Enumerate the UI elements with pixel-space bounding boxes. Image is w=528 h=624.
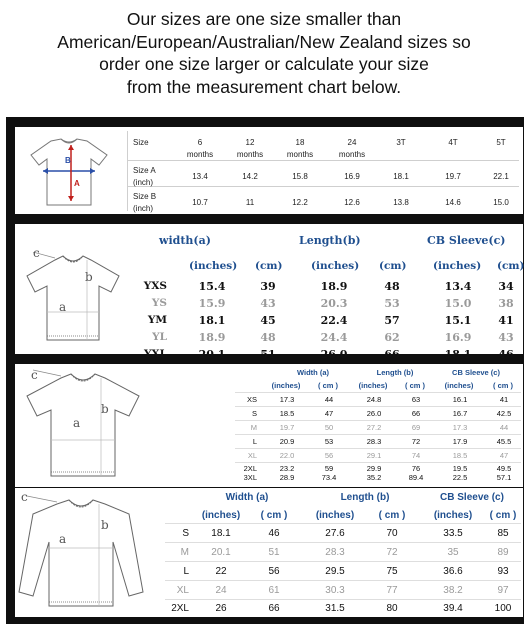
cell: 61 [268, 585, 280, 596]
cell: 29.9 [366, 464, 382, 473]
col-header: 3T [396, 138, 406, 147]
cell: 93 [497, 566, 509, 577]
diagram-label-a: a [59, 532, 67, 546]
size-label: YS [151, 297, 167, 309]
diagram-label-a: a [73, 416, 81, 430]
cell: 23.2 [279, 464, 295, 473]
youth-tee-diagram [21, 252, 125, 346]
diagram-label-b: B [65, 156, 71, 165]
row-label-size-b: Size B (inch) [133, 192, 157, 213]
cell: 18.9 [320, 280, 348, 293]
cell: 16.7 [452, 409, 468, 418]
cell: 18.9 [198, 331, 226, 344]
cell: 18.1 [444, 348, 472, 361]
col-header: 18 months [286, 138, 314, 159]
cell: 26.0 [320, 348, 348, 361]
cell: 47 [499, 451, 509, 460]
unit-header: (inches) [433, 260, 482, 272]
long-sleeve-diagram [17, 492, 147, 614]
unit-header: (inches) [358, 381, 388, 390]
cell: 24.8 [366, 395, 382, 404]
cell: 74 [411, 451, 421, 460]
col-header: 24 months [338, 138, 366, 159]
cell: 28.3 [325, 547, 345, 558]
unit-header: ( cm ) [260, 510, 288, 521]
cell: 48 [384, 280, 400, 293]
cell: 28.3 [366, 437, 382, 446]
cell: 16.1 [452, 395, 468, 404]
cell: 76 [411, 464, 421, 473]
intro-line: American/European/Australian/New Zealand sizes so [57, 31, 471, 52]
cell: 48 [260, 331, 276, 344]
cell: 13.8 [393, 198, 409, 207]
cell: 20.3 [320, 297, 348, 310]
unit-header: (inches) [311, 260, 360, 272]
cell: 31.5 [325, 603, 345, 614]
cell: 73.4 [321, 473, 337, 482]
cell: 12.2 [292, 198, 308, 207]
size-label: M [180, 547, 189, 558]
unit-header: (cm) [379, 260, 407, 272]
cell: 89.4 [408, 473, 424, 482]
diagram-label-c: c [31, 368, 38, 382]
col-header: 6 months [186, 138, 214, 159]
cell: 39 [260, 280, 276, 293]
cell: 100 [494, 603, 512, 614]
unit-header: ( cm ) [404, 381, 425, 390]
cell: 39.4 [443, 603, 463, 614]
unit-header: (inches) [433, 510, 473, 521]
cell: 10.7 [192, 198, 208, 207]
cell: 13.4 [192, 172, 208, 181]
size-label: XS [246, 395, 257, 404]
cell: 19.5 [452, 464, 468, 473]
cell: 19.7 [445, 172, 461, 181]
cell: 51 [260, 348, 276, 361]
cell: 45 [260, 314, 276, 327]
size-label: L [183, 566, 189, 577]
size-label: XL [247, 451, 257, 460]
cell: 75 [386, 566, 398, 577]
size-label: XL [176, 585, 189, 596]
cell: 53 [384, 297, 400, 310]
size-label: 2XL [243, 464, 257, 473]
cell: 44 [499, 423, 509, 432]
unit-header: (cm) [255, 260, 283, 272]
cell: 16.9 [344, 172, 360, 181]
cell: 16.9 [444, 331, 472, 344]
size-label: L [252, 437, 257, 446]
cell: 50 [324, 423, 334, 432]
cell: 46 [268, 528, 280, 539]
cell: 35 [447, 547, 459, 558]
unit-header: (inches) [189, 260, 238, 272]
cell: 20.1 [198, 348, 226, 361]
size-label: YXS [143, 280, 167, 292]
size-label: YL [152, 331, 167, 343]
diagram-label-c: c [33, 246, 40, 260]
col-header: 12 months [236, 138, 264, 159]
cell: 42.5 [496, 409, 512, 418]
cell: 72 [411, 437, 421, 446]
cell: 26.0 [366, 409, 382, 418]
cell: 24.4 [320, 331, 348, 344]
cell: 18.1 [211, 528, 231, 539]
group-header-sleeve: CB Sleeve(c) [427, 234, 506, 247]
cell: 45.5 [496, 437, 512, 446]
cell: 18.5 [452, 451, 468, 460]
unit-header: ( cm ) [317, 381, 338, 390]
row-label-size-a: Size A (inch) [133, 166, 156, 187]
cell: 17.3 [452, 423, 468, 432]
cell: 27.6 [325, 528, 345, 539]
cell: 15.0 [444, 297, 472, 310]
diagram-label-b: b [101, 518, 109, 532]
size-label: S [251, 409, 257, 418]
cell: 15.8 [292, 172, 308, 181]
cell: 89 [497, 547, 509, 558]
cell: 22.0 [279, 451, 295, 460]
cell: 38.2 [443, 585, 463, 596]
intro-text [0, 8, 528, 98]
unit-header: (inches) [201, 510, 241, 521]
cell: 85 [497, 528, 509, 539]
group-header-width: Width (a) [225, 492, 269, 503]
cell: 66 [268, 603, 280, 614]
long-sleeve-panel [15, 488, 523, 617]
cell: 80 [386, 603, 398, 614]
cell: 11 [245, 198, 255, 207]
cell: 63 [411, 395, 421, 404]
cell: 22.4 [320, 314, 348, 327]
cell: 22 [215, 566, 227, 577]
cell: 15.1 [444, 314, 472, 327]
cell: 57.1 [496, 473, 512, 482]
cell: 56 [268, 566, 280, 577]
cell: 27.2 [366, 423, 382, 432]
cell: 18.1 [198, 314, 226, 327]
cell: 34 [498, 280, 514, 293]
cell: 18.1 [393, 172, 409, 181]
diagram-label-b: b [85, 270, 93, 284]
cell: 33.5 [443, 528, 463, 539]
size-label: S [182, 528, 189, 539]
size-label: 3XL [243, 473, 257, 482]
size-label: YXL [143, 348, 167, 360]
diagram-label-a: a [59, 300, 67, 314]
cell: 22.1 [493, 172, 509, 181]
cell: 29.1 [366, 451, 382, 460]
size-chart-board [6, 117, 524, 624]
group-header-length: Length(b) [299, 234, 361, 247]
diagram-label-a: A [74, 179, 80, 188]
cell: 17.3 [279, 395, 295, 404]
youth-size-panel [15, 224, 525, 361]
cell: 41 [498, 314, 514, 327]
unit-header: (cm) [497, 260, 525, 272]
cell: 15.4 [198, 280, 226, 293]
cell: 43 [260, 297, 276, 310]
baby-size-panel [15, 127, 523, 214]
cell: 69 [411, 423, 421, 432]
cell: 70 [386, 528, 398, 539]
cell: 22.5 [452, 473, 468, 482]
cell: 20.9 [279, 437, 295, 446]
cell: 46 [498, 348, 514, 361]
cell: 51 [268, 547, 280, 558]
cell: 97 [497, 585, 509, 596]
size-label: M [250, 423, 257, 432]
cell: 18.5 [279, 409, 295, 418]
cell: 30.3 [325, 585, 345, 596]
cell: 12.6 [344, 198, 360, 207]
diagram-label-c: c [21, 490, 28, 504]
group-header-length: Length (b) [340, 492, 390, 503]
unit-header: ( cm ) [489, 510, 517, 521]
group-header-length: Length (b) [376, 368, 414, 377]
unit-header: ( cm ) [378, 510, 406, 521]
intro-line: Our sizes are one size smaller than [126, 9, 402, 29]
unit-header: (inches) [315, 510, 355, 521]
intro-line: from the measurement chart below. [126, 76, 402, 97]
cell: 41 [499, 395, 509, 404]
group-header-width: Width (a) [296, 368, 329, 377]
cell: 53 [324, 437, 334, 446]
cell: 26 [215, 603, 227, 614]
cell: 20.1 [211, 547, 231, 558]
cell: 43 [498, 331, 514, 344]
unit-header: (inches) [444, 381, 474, 390]
cell: 59 [324, 464, 334, 473]
diagram-label-b: b [101, 402, 109, 416]
unit-header: (inches) [271, 381, 301, 390]
cell: 47 [324, 409, 334, 418]
cell: 29.5 [325, 566, 345, 577]
unit-header: ( cm ) [492, 381, 513, 390]
cell: 15.0 [493, 198, 509, 207]
cell: 14.6 [445, 198, 461, 207]
size-label: YM [147, 314, 167, 326]
adult-tee-diagram [19, 368, 147, 482]
cell: 44 [324, 395, 334, 404]
baby-tee-diagram [21, 135, 117, 209]
cell: 57 [384, 314, 400, 327]
cell: 14.2 [242, 172, 258, 181]
cell: 49.5 [496, 464, 512, 473]
cell: 77 [386, 585, 398, 596]
cell: 15.9 [198, 297, 226, 310]
col-header: 5T [496, 138, 506, 147]
cell: 19.7 [279, 423, 295, 432]
cell: 13.4 [444, 280, 472, 293]
cell: 66 [411, 409, 421, 418]
cell: 72 [386, 547, 398, 558]
col-header: 4T [448, 138, 458, 147]
group-header-width: width(a) [159, 234, 211, 247]
cell: 36.6 [443, 566, 463, 577]
cell: 28.9 [279, 473, 295, 482]
cell: 56 [324, 451, 334, 460]
cell: 38 [498, 297, 514, 310]
group-header-sleeve: CB Sleeve (c) [440, 492, 504, 503]
cell: 35.2 [366, 473, 382, 482]
cell: 66 [384, 348, 400, 361]
size-label: 2XL [171, 603, 189, 614]
size-corner-label: Size [133, 138, 149, 147]
cell: 62 [384, 331, 400, 344]
intro-line: order one size larger or calculate your size [99, 54, 429, 74]
cell: 24 [215, 585, 227, 596]
group-header-sleeve: CB Sleeve (c) [452, 368, 500, 377]
adult-tee-panel [15, 364, 523, 487]
cell: 17.9 [452, 437, 468, 446]
